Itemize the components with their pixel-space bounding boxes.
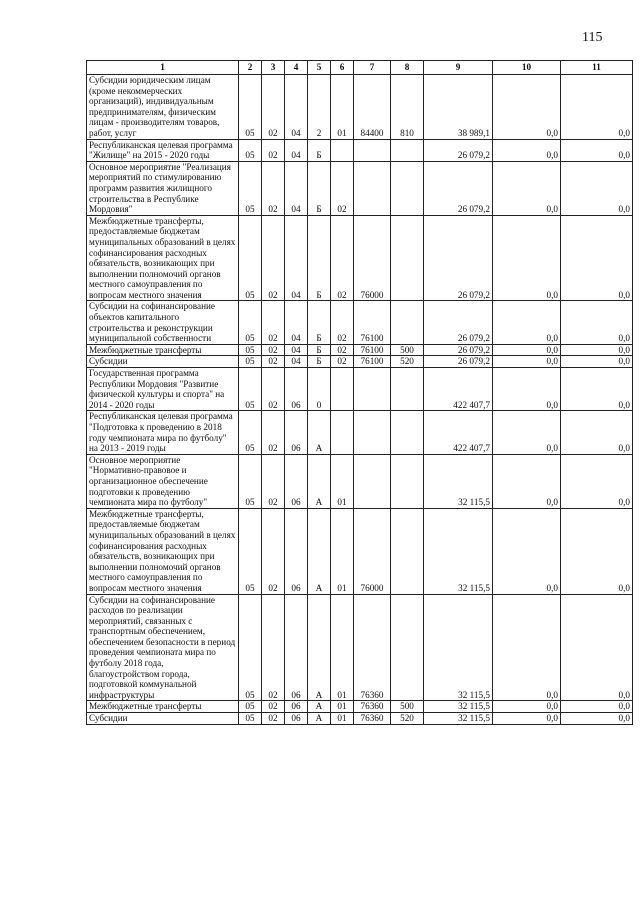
cell-c2: 05 (239, 215, 262, 301)
cell-c11: 0,0 (561, 713, 633, 725)
cell-c4: 06 (285, 701, 308, 713)
cell-c11: 0,0 (561, 301, 633, 344)
cell-c3: 02 (262, 215, 285, 301)
cell-c7: 76360 (354, 701, 391, 713)
row-name-cell (87, 508, 239, 594)
cell-c4: 04 (285, 161, 308, 215)
page-number: 115 (582, 30, 603, 45)
cell-c7: 76000 (354, 508, 391, 594)
cell-c9: 422 407,7 (424, 368, 493, 411)
cell-c8: 500 (391, 701, 424, 713)
cell-c11: 0,0 (561, 344, 633, 356)
cell-c9: 32 115,5 (424, 701, 493, 713)
cell-c7 (354, 411, 391, 454)
cell-c6: 01 (331, 713, 354, 725)
row-name: Основное мероприятие "Реализация мероприятий по стимулированию программ развития жилищного строительства в Республике Мордовия" (89, 161, 231, 215)
row-name-cell (87, 594, 239, 701)
cell-c6 (331, 139, 354, 161)
cell-c6: 02 (331, 344, 354, 356)
table-row (87, 344, 633, 356)
cell-c11: 0,0 (561, 701, 633, 713)
cell-c8: 520 (391, 713, 424, 725)
table-row (87, 508, 633, 594)
cell-c5: А (308, 594, 331, 701)
col-header: 11 (561, 61, 633, 75)
cell-c5: Б (308, 215, 331, 301)
cell-c3: 02 (262, 75, 285, 140)
cell-c10: 0,0 (493, 344, 561, 356)
cell-c11: 0,0 (561, 368, 633, 411)
cell-c5: Б (308, 139, 331, 161)
cell-c2: 05 (239, 356, 262, 368)
table-row (87, 411, 633, 454)
cell-c3: 02 (262, 701, 285, 713)
row-name-cell (87, 368, 239, 411)
cell-c11: 0,0 (561, 508, 633, 594)
cell-c7: 84400 (354, 75, 391, 140)
cell-c7 (354, 161, 391, 215)
cell-c7 (354, 139, 391, 161)
table-row (87, 701, 633, 713)
cell-c5: А (308, 713, 331, 725)
cell-c6 (331, 411, 354, 454)
cell-c3: 02 (262, 161, 285, 215)
cell-c5: Б (308, 301, 331, 344)
table-body (87, 75, 633, 725)
cell-c3: 02 (262, 344, 285, 356)
cell-c4: 06 (285, 454, 308, 508)
cell-c11: 0,0 (561, 161, 633, 215)
cell-c2: 05 (239, 161, 262, 215)
cell-c3: 02 (262, 368, 285, 411)
cell-c10: 0,0 (493, 454, 561, 508)
cell-c5: Б (308, 356, 331, 368)
cell-c7: 76360 (354, 594, 391, 701)
cell-c11: 0,0 (561, 411, 633, 454)
table-row (87, 215, 633, 301)
cell-c9: 26 079,2 (424, 161, 493, 215)
col-header: 7 (354, 61, 391, 75)
table-row (87, 368, 633, 411)
cell-c9: 422 407,7 (424, 411, 493, 454)
cell-c4: 06 (285, 713, 308, 725)
cell-c11: 0,0 (561, 139, 633, 161)
cell-c11: 0,0 (561, 75, 633, 140)
cell-c3: 02 (262, 356, 285, 368)
col-header: 6 (331, 61, 354, 75)
budget-table (86, 60, 633, 725)
cell-c3: 02 (262, 594, 285, 701)
cell-c5: 0 (308, 368, 331, 411)
cell-c5: А (308, 701, 331, 713)
cell-c10: 0,0 (493, 139, 561, 161)
col-header: 4 (285, 61, 308, 75)
cell-c6: 02 (331, 161, 354, 215)
cell-c6: 01 (331, 75, 354, 140)
row-name: Субсидии на софинансирование расходов по реализации мероприятий, связанных с транспортным обеспечением, обеспечением безопасности в период проведения чемпионата мира по футболу 2018 года, благоустройством города, подготовкой коммунальной инфраструктуры (89, 594, 236, 700)
cell-c7: 76100 (354, 344, 391, 356)
cell-c7 (354, 368, 391, 411)
table-row (87, 139, 633, 161)
col-header: 5 (308, 61, 331, 75)
cell-c9: 26 079,2 (424, 344, 493, 356)
cell-c9: 32 115,5 (424, 713, 493, 725)
cell-c3: 02 (262, 139, 285, 161)
cell-c11: 0,0 (561, 215, 633, 301)
cell-c4: 04 (285, 301, 308, 344)
cell-c9: 26 079,2 (424, 139, 493, 161)
col-header: 8 (391, 61, 424, 75)
cell-c8 (391, 454, 424, 508)
cell-c5: Б (308, 161, 331, 215)
cell-c2: 05 (239, 713, 262, 725)
cell-c5: А (308, 411, 331, 454)
cell-c6: 02 (331, 215, 354, 301)
cell-c4: 04 (285, 75, 308, 140)
cell-c8 (391, 161, 424, 215)
cell-c8 (391, 368, 424, 411)
cell-c4: 06 (285, 594, 308, 701)
cell-c6: 01 (331, 454, 354, 508)
cell-c2: 05 (239, 454, 262, 508)
cell-c2: 05 (239, 508, 262, 594)
cell-c5: А (308, 454, 331, 508)
col-header: 9 (424, 61, 493, 75)
cell-c8 (391, 411, 424, 454)
col-header: 10 (493, 61, 561, 75)
table-row (87, 713, 633, 725)
row-name: Субсидии (89, 713, 128, 724)
cell-c9: 26 079,2 (424, 215, 493, 301)
cell-c6: 02 (331, 356, 354, 368)
cell-c9: 26 079,2 (424, 356, 493, 368)
cell-c6: 01 (331, 701, 354, 713)
row-name: Межбюджетные трансферты (89, 344, 202, 355)
row-name-cell (87, 161, 239, 215)
row-name-cell (87, 713, 239, 725)
cell-c9: 38 989,1 (424, 75, 493, 140)
cell-c4: 04 (285, 215, 308, 301)
cell-c5: Б (308, 344, 331, 356)
cell-c2: 05 (239, 594, 262, 701)
cell-c7 (354, 454, 391, 508)
row-name: Межбюджетные трансферты, предоставляемые бюджетам муниципальных образований в целях софинансирования расходных обязательств, возникающих при выполнении полномочий органов местного самоуправления по вопросам местного значения (89, 508, 236, 593)
cell-c10: 0,0 (493, 594, 561, 701)
cell-c4: 04 (285, 139, 308, 161)
cell-c4: 06 (285, 368, 308, 411)
cell-c10: 0,0 (493, 508, 561, 594)
table-row (87, 454, 633, 508)
cell-c10: 0,0 (493, 301, 561, 344)
row-name: Основное мероприятие "Нормативно-правовое и организационное обеспечение подготовки к проведению чемпионата мира по футболу" (89, 454, 208, 508)
cell-c8: 500 (391, 344, 424, 356)
cell-c11: 0,0 (561, 594, 633, 701)
cell-c4: 04 (285, 344, 308, 356)
row-name-cell (87, 75, 239, 140)
row-name-cell (87, 215, 239, 301)
row-name: Межбюджетные трансферты, предоставляемые бюджетам муниципальных образований в целях софинансирования расходных обязательств, возникающих при выполнении полномочий органов местного самоуправления по вопросам местного значения (89, 215, 236, 300)
cell-c8 (391, 301, 424, 344)
cell-c7: 76000 (354, 215, 391, 301)
col-header: 3 (262, 61, 285, 75)
cell-c11: 0,0 (561, 356, 633, 368)
row-name: Субсидии юридическим лицам (кроме некоммерческих организаций), индивидуальным предпринимателям, физическим лицам - производителям товаров, работ, услуг (89, 75, 220, 138)
cell-c6 (331, 368, 354, 411)
row-name: Межбюджетные трансферты (89, 701, 202, 712)
row-name: Субсидии (89, 356, 128, 367)
cell-c10: 0,0 (493, 713, 561, 725)
cell-c9: 32 115,5 (424, 594, 493, 701)
row-name-cell (87, 411, 239, 454)
row-name-cell (87, 139, 239, 161)
row-name-cell (87, 454, 239, 508)
cell-c2: 05 (239, 344, 262, 356)
table-row (87, 301, 633, 344)
row-name-cell (87, 301, 239, 344)
row-name: Субсидии на софинансирование объектов капитального строительства и реконструкции муниципальной собственности (89, 301, 215, 344)
cell-c3: 02 (262, 411, 285, 454)
cell-c2: 05 (239, 701, 262, 713)
cell-c4: 06 (285, 508, 308, 594)
table-row (87, 161, 633, 215)
cell-c9: 32 115,5 (424, 508, 493, 594)
cell-c3: 02 (262, 508, 285, 594)
col-header: 2 (239, 61, 262, 75)
cell-c6: 01 (331, 508, 354, 594)
cell-c2: 05 (239, 301, 262, 344)
row-name-cell (87, 701, 239, 713)
table-row (87, 594, 633, 701)
table-row (87, 356, 633, 368)
cell-c10: 0,0 (493, 356, 561, 368)
cell-c10: 0,0 (493, 411, 561, 454)
row-name: Государственная программа Республики Мордовия "Развитие физической культуры и спорта" на 2014 - 2020 годы (89, 368, 225, 410)
cell-c7: 76100 (354, 356, 391, 368)
cell-c10: 0,0 (493, 161, 561, 215)
cell-c11: 0,0 (561, 454, 633, 508)
row-name: Республиканская целевая программа "Жилище" на 2015 - 2020 годы (89, 139, 233, 161)
cell-c6: 02 (331, 301, 354, 344)
header-row (87, 61, 633, 75)
cell-c10: 0,0 (493, 215, 561, 301)
cell-c9: 32 115,5 (424, 454, 493, 508)
cell-c3: 02 (262, 301, 285, 344)
cell-c10: 0,0 (493, 75, 561, 140)
cell-c2: 05 (239, 368, 262, 411)
cell-c8 (391, 139, 424, 161)
table-row (87, 75, 633, 140)
cell-c8: 520 (391, 356, 424, 368)
cell-c9: 26 079,2 (424, 301, 493, 344)
row-name: Республиканская целевая программа "Подготовка к проведению в 2018 году чемпионата мира по футболу" на 2013 - 2019 годы (89, 411, 233, 454)
cell-c10: 0,0 (493, 368, 561, 411)
cell-c2: 05 (239, 139, 262, 161)
cell-c3: 02 (262, 713, 285, 725)
cell-c5: А (308, 508, 331, 594)
cell-c7: 76100 (354, 301, 391, 344)
row-name-cell (87, 356, 239, 368)
cell-c8 (391, 508, 424, 594)
cell-c2: 05 (239, 75, 262, 140)
cell-c5: 2 (308, 75, 331, 140)
cell-c8 (391, 594, 424, 701)
cell-c4: 06 (285, 411, 308, 454)
cell-c2: 05 (239, 411, 262, 454)
cell-c7: 76360 (354, 713, 391, 725)
cell-c3: 02 (262, 454, 285, 508)
row-name-cell (87, 344, 239, 356)
cell-c8 (391, 215, 424, 301)
cell-c8: 810 (391, 75, 424, 140)
cell-c4: 04 (285, 356, 308, 368)
col-header: 1 (87, 61, 239, 75)
cell-c10: 0,0 (493, 701, 561, 713)
cell-c6: 01 (331, 594, 354, 701)
